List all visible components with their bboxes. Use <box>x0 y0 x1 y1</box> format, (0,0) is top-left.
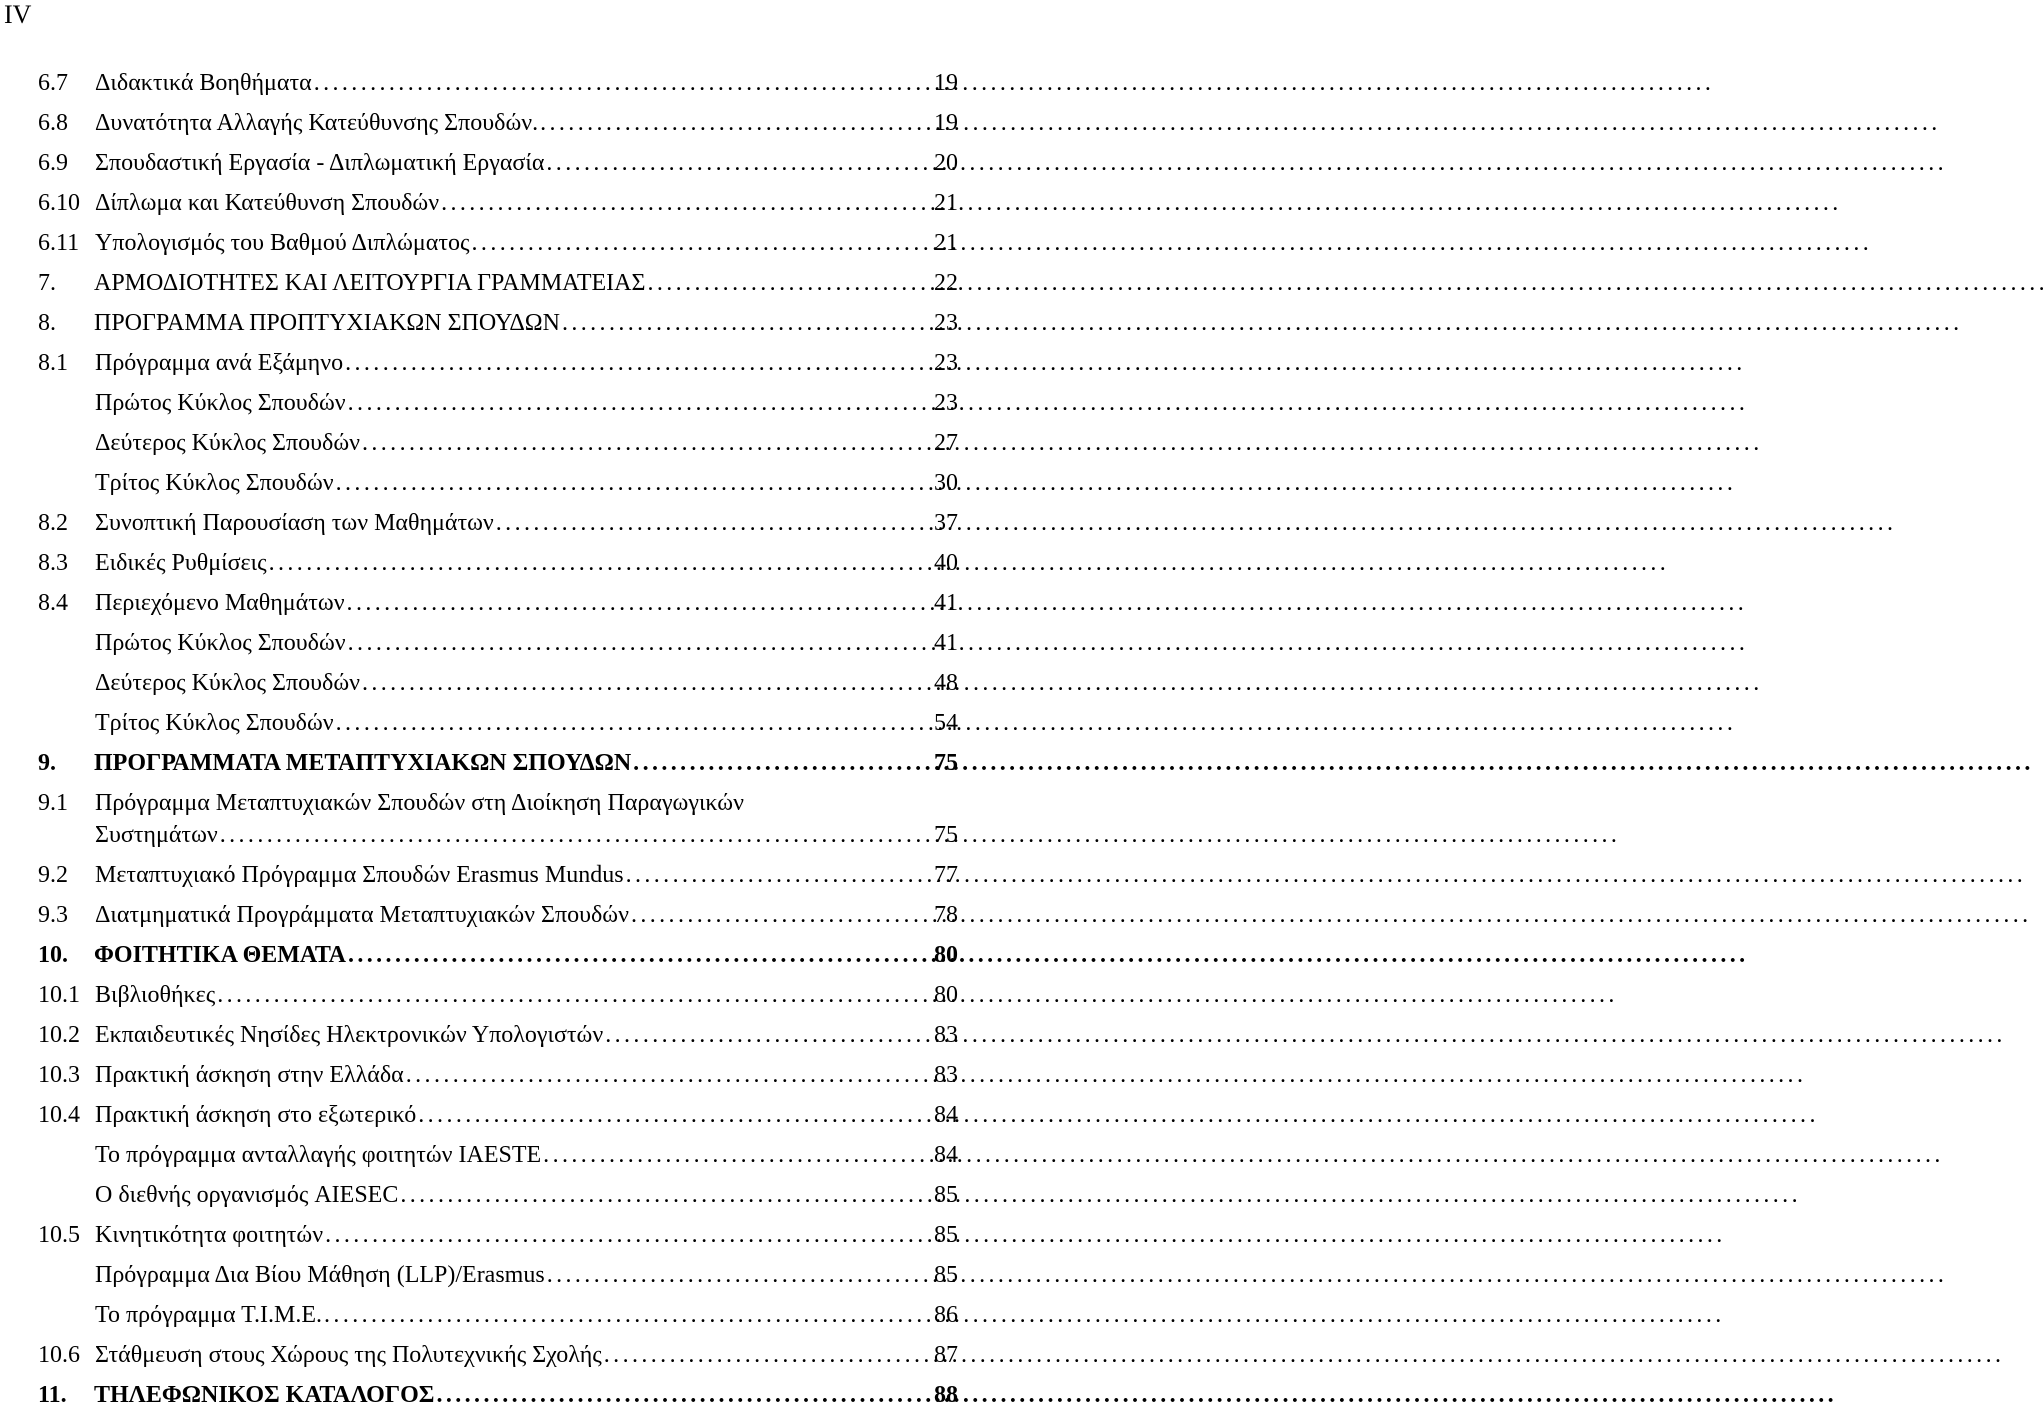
toc-entry[interactable] <box>38 708 960 738</box>
toc-entry-leader-dots <box>629 900 930 930</box>
toc-entry-page: 40 <box>934 550 958 576</box>
toc-entry[interactable] <box>38 748 960 778</box>
toc-entry-page: 87 <box>934 1342 958 1368</box>
toc-entry-page: 19 <box>934 70 958 96</box>
toc-entry-title: Στάθμευση στους Χώρους της Πολυτεχνικής Σχολής <box>95 1342 602 1368</box>
toc-entry-title: Το πρόγραμμα Τ.Ι.Μ.Ε. <box>95 1302 323 1328</box>
toc-entry-page: 77 <box>934 862 958 888</box>
toc-entry-page: 27 <box>934 430 958 456</box>
toc-entry[interactable] <box>38 428 960 458</box>
toc-entry[interactable] <box>38 668 960 698</box>
toc-entry-leader-dots <box>346 388 930 418</box>
toc-entry[interactable] <box>38 1380 960 1410</box>
toc-entry-leader-dots <box>323 1220 930 1250</box>
toc-entry-number: 9. <box>38 750 56 776</box>
toc-entry[interactable] <box>38 1260 960 1290</box>
toc-entry-page: 83 <box>934 1022 958 1048</box>
toc-entry[interactable] <box>38 1020 960 1050</box>
toc-entry-page: 80 <box>934 982 958 1008</box>
toc-entry[interactable] <box>38 940 960 970</box>
toc-entry-title: Πρώτος Κύκλος Σπουδών <box>95 630 346 656</box>
toc-entry-page: 21 <box>934 190 958 216</box>
toc-entry[interactable] <box>38 268 960 298</box>
toc-entry[interactable] <box>38 68 960 98</box>
toc-entry-leader-dots <box>544 148 930 178</box>
toc-entry-leader-dots <box>346 628 930 658</box>
toc-entry-leader-dots <box>416 1100 930 1130</box>
toc-entry[interactable] <box>38 588 960 618</box>
toc-entry-title: Διατμηματικά Προγράμματα Μεταπτυχιακών Σπουδών <box>95 902 629 928</box>
toc-entry[interactable] <box>38 628 960 658</box>
toc-entry-page: 78 <box>934 902 958 928</box>
toc-entry-title: Περιεχόμενο Μαθημάτων <box>95 590 345 616</box>
toc-entry[interactable] <box>38 980 960 1010</box>
toc-entry-leader-dots <box>538 108 930 138</box>
toc-entry-number: 6.8 <box>38 110 68 136</box>
toc-entry-title: Τρίτος Κύκλος Σπουδών <box>95 710 334 736</box>
toc-entry-page: 84 <box>934 1142 958 1168</box>
toc-entry-title: Δυνατότητα Αλλαγής Κατεύθυνσης Σπουδών. <box>95 110 539 136</box>
toc-entry-leader-dots <box>345 588 930 618</box>
toc-entry-number: 10.4 <box>38 1102 80 1128</box>
toc-entry[interactable] <box>38 1060 960 1090</box>
toc-entry-leader-dots <box>560 308 930 338</box>
toc-entry[interactable] <box>38 388 960 418</box>
toc-entry-page: 23 <box>934 310 958 336</box>
toc-entry-leader-dots <box>360 668 930 698</box>
toc-entry-title: Δεύτερος Κύκλος Σπουδών <box>95 430 360 456</box>
toc-entry-page: 86 <box>934 1302 958 1328</box>
toc-entry-title: Εκπαιδευτικές Νησίδες Ηλεκτρονικών Υπολογιστών <box>95 1022 604 1048</box>
toc-entry-title: Πρώτος Κύκλος Σπουδών <box>95 390 346 416</box>
toc-entry-title: Κινητικότητα φοιτητών <box>95 1222 324 1248</box>
toc-entry-title: Πρόγραμμα Δια Βίου Μάθηση (LLP)/Erasmus <box>95 1262 545 1288</box>
toc-entry[interactable] <box>38 1220 960 1250</box>
toc-entry-title: Υπολογισμός του Βαθμού Διπλώματος <box>95 230 470 256</box>
toc-entry-number: 6.11 <box>38 230 80 256</box>
toc-entry-title: ΤΗΛΕΦΩΝΙΚΟΣ ΚΑΤΑΛΟΓΟΣ <box>94 1382 435 1408</box>
toc-entry-page: 80 <box>934 942 958 968</box>
toc-entry[interactable] <box>38 228 960 258</box>
toc-entry-title: Ειδικές Ρυθμίσεις <box>95 550 267 576</box>
toc-entry[interactable] <box>38 468 960 498</box>
toc-entry-page: 84 <box>934 1102 958 1128</box>
toc-entry-leader-dots <box>334 468 930 498</box>
toc-entry[interactable] <box>38 900 960 930</box>
toc-entry[interactable] <box>38 1300 960 1330</box>
toc-entry-leader-dots <box>404 1060 930 1090</box>
toc-entry[interactable] <box>38 1340 960 1370</box>
toc-entry-number: 8.2 <box>38 510 68 536</box>
toc-entry[interactable] <box>38 1100 960 1130</box>
toc-entry[interactable] <box>38 860 960 890</box>
toc-entry-number: 10. <box>38 942 68 968</box>
toc-entry-title-continued: Συστημάτων <box>95 822 218 848</box>
toc-entry-leader-dots <box>545 1260 930 1290</box>
toc-entry-number: 8.4 <box>38 590 68 616</box>
toc-entry-title: Σπουδαστική Εργασία - Διπλωματική Εργασία <box>95 150 545 176</box>
toc-entry[interactable] <box>38 1180 960 1210</box>
toc-entry-number: 6.7 <box>38 70 68 96</box>
toc-entry-leader-dots <box>322 1300 930 1330</box>
toc-entry-page: 48 <box>934 670 958 696</box>
toc-entry-number: 10.3 <box>38 1062 80 1088</box>
toc-entry-title: Πρόγραμμα ανά Εξάμηνο <box>95 350 344 376</box>
toc-entry-number: 10.2 <box>38 1022 80 1048</box>
toc-entry-page: 83 <box>934 1062 958 1088</box>
toc-entry-leader-dots <box>439 188 930 218</box>
toc-entry-title: Πρακτική άσκηση στην Ελλάδα <box>95 1062 404 1088</box>
toc-entry-leader-dots <box>541 1140 930 1170</box>
toc-entry[interactable] <box>38 188 960 218</box>
toc-entry-title: ΠΡΟΓΡΑΜΜΑ ΠΡΟΠΤΥΧΙΑΚΩΝ ΣΠΟΥΔΩΝ <box>94 310 560 336</box>
toc-entry-title: Δεύτερος Κύκλος Σπουδών <box>95 670 360 696</box>
toc-entry-leader-dots <box>470 228 930 258</box>
toc-entry-page: 30 <box>934 470 958 496</box>
toc-entry-title: ΠΡΟΓΡΑΜΜΑΤΑ ΜΕΤΑΠΤΥΧΙΑΚΩΝ ΣΠΟΥΔΩΝ <box>94 750 632 776</box>
toc-entry-title: Δίπλωμα και Κατεύθυνση Σπουδών <box>95 190 440 216</box>
toc-entry-continuation[interactable] <box>95 820 960 850</box>
toc-entry-number: 11. <box>38 1382 67 1408</box>
toc-entry-page: 21 <box>934 230 958 256</box>
toc-entry-page: 85 <box>934 1262 958 1288</box>
table-of-contents <box>0 0 960 1406</box>
toc-entry-number: 8.1 <box>38 350 68 376</box>
toc-entry-page: 23 <box>934 350 958 376</box>
toc-entry-leader-dots <box>603 1020 930 1050</box>
toc-entry-page: 22 <box>934 270 958 296</box>
toc-entry-page: 23 <box>934 390 958 416</box>
page-number: IV <box>4 0 32 29</box>
toc-entry-title: Μεταπτυχιακό Πρόγραμμα Σπουδών Erasmus Mundus <box>95 862 624 888</box>
toc-entry-leader-dots <box>434 1380 930 1410</box>
toc-entry-page: 20 <box>934 150 958 176</box>
toc-entry-page: 85 <box>934 1182 958 1208</box>
toc-entry[interactable] <box>38 548 960 578</box>
toc-entry-page: 75 <box>934 750 958 776</box>
toc-entry-number: 6.9 <box>38 150 68 176</box>
toc-entry-title: Διδακτικά Βοηθήματα <box>95 70 312 96</box>
toc-entry-page: 41 <box>934 590 958 616</box>
toc-entry-number: 9.1 <box>38 790 68 816</box>
toc-entry-title: Πρόγραμμα Μεταπτυχιακών Σπουδών στη Διοίκηση Παραγωγικών <box>95 790 744 816</box>
toc-entry-title: Βιβλιοθήκες <box>95 982 216 1008</box>
toc-entry-leader-dots <box>267 548 930 578</box>
toc-entry-leader-dots <box>346 940 930 970</box>
toc-entry-title: Το πρόγραμμα ανταλλαγής φοιτητών IAESTE <box>95 1142 542 1168</box>
toc-entry[interactable] <box>38 148 960 178</box>
toc-entry-title: Ο διεθνής οργανισμός AIESEC <box>95 1182 399 1208</box>
toc-entry[interactable] <box>38 348 960 378</box>
toc-entry-leader-dots <box>398 1180 930 1210</box>
toc-entry-leader-dots <box>215 980 930 1010</box>
toc-entry-number: 10.5 <box>38 1222 80 1248</box>
toc-entry-number: 7. <box>38 270 56 296</box>
toc-entry-title: Τρίτος Κύκλος Σπουδών <box>95 470 334 496</box>
toc-entry[interactable] <box>38 108 960 138</box>
toc-entry-page: 41 <box>934 630 958 656</box>
toc-entry-leader-dots <box>312 68 930 98</box>
toc-entry-leader-dots <box>624 860 930 890</box>
toc-entry-number: 9.2 <box>38 862 68 888</box>
toc-entry-leader-dots <box>631 748 930 778</box>
toc-entry-number: 6.10 <box>38 190 80 216</box>
toc-entry-number: 10.1 <box>38 982 80 1008</box>
toc-entry-leader-dots <box>602 1340 930 1370</box>
toc-entry[interactable] <box>38 508 960 538</box>
toc-entry[interactable] <box>38 308 960 338</box>
toc-entry-page: 75 <box>934 822 958 848</box>
toc-entry-leader-dots <box>218 820 930 850</box>
toc-entry-number: 8.3 <box>38 550 68 576</box>
toc-entry-page: 54 <box>934 710 958 736</box>
toc-entry-page: 19 <box>934 110 958 136</box>
toc-entry-title: Πρακτική άσκηση στο εξωτερικό <box>95 1102 417 1128</box>
toc-entry-page: 88 <box>934 1382 958 1408</box>
toc-entry-number: 8. <box>38 310 56 336</box>
toc-entry-title: ΑΡΜΟΔΙΟΤΗΤΕΣ ΚΑΙ ΛΕΙΤΟΥΡΓΙΑ ΓΡΑΜΜΑΤΕΙΑΣ <box>94 270 646 296</box>
toc-entry-leader-dots <box>494 508 930 538</box>
toc-entry-leader-dots <box>343 348 930 378</box>
toc-entry-title: Συνοπτική Παρουσίαση των Μαθημάτων <box>95 510 494 536</box>
toc-entry[interactable] <box>38 1140 960 1170</box>
toc-entry-number: 9.3 <box>38 902 68 928</box>
toc-entry[interactable] <box>38 788 960 818</box>
toc-entry-number: 10.6 <box>38 1342 80 1368</box>
toc-entry-page: 37 <box>934 510 958 536</box>
toc-entry-leader-dots <box>645 268 930 298</box>
toc-entry-leader-dots <box>360 428 930 458</box>
toc-entry-title: ΦΟΙΤΗΤΙΚΑ ΘΕΜΑΤΑ <box>94 942 346 968</box>
toc-entry-page: 85 <box>934 1222 958 1248</box>
toc-entry-leader-dots <box>334 708 930 738</box>
